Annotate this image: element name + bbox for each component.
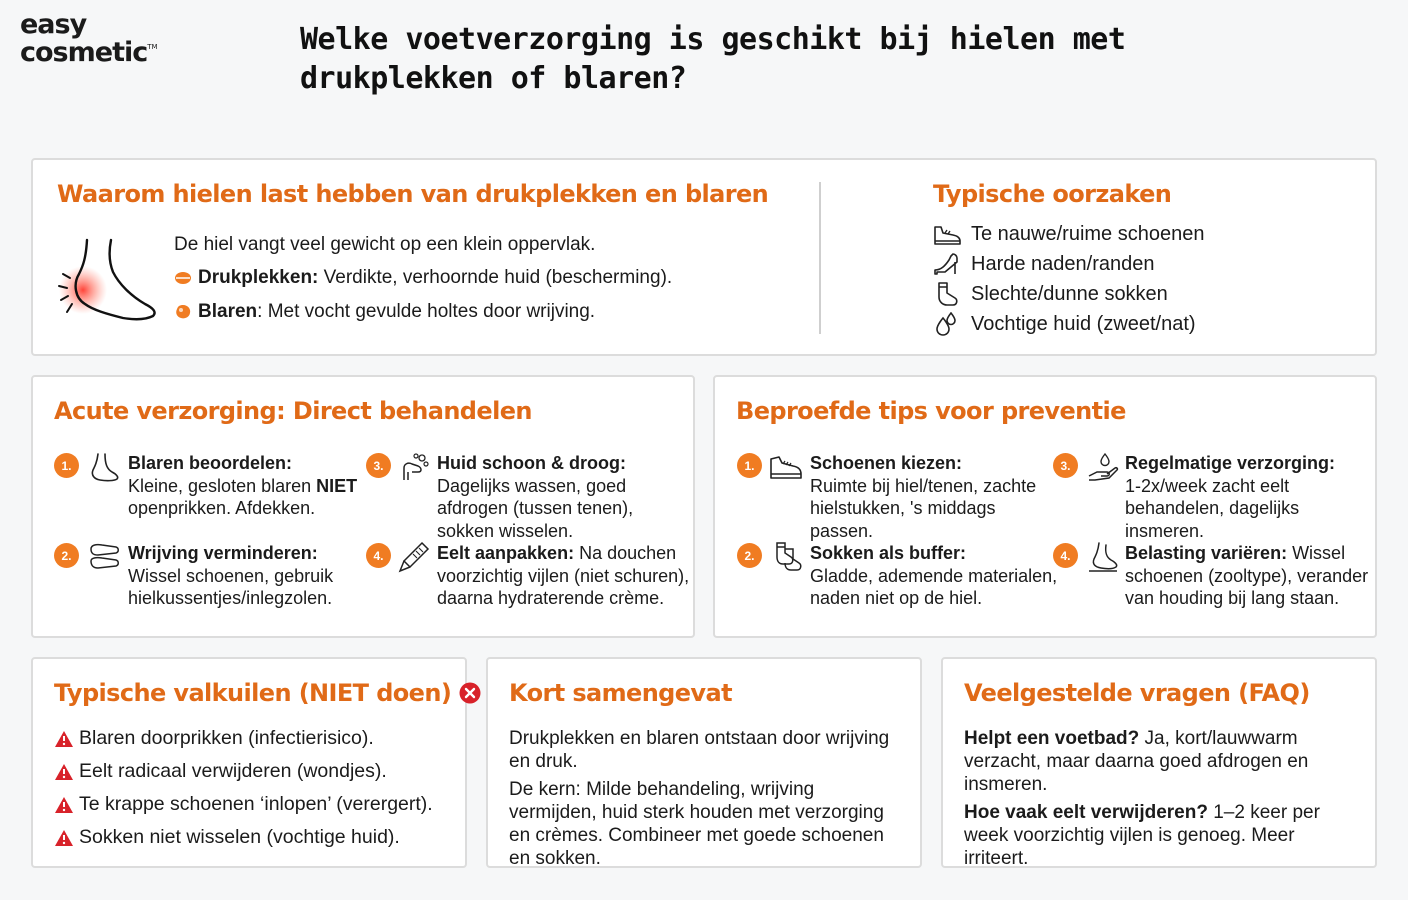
tip-body-emphasis: NIET — [316, 475, 358, 496]
droplets-icon — [933, 312, 961, 336]
warning-icon — [54, 763, 74, 781]
heel-shoe-icon — [933, 252, 961, 276]
faq-answer: Ja, kort/lauwwarm verzacht, maar daarna goed afdrogen en insmeren. — [964, 728, 1314, 795]
causes-list — [933, 220, 1333, 340]
warning-icon — [54, 829, 74, 847]
step-badge: 2. — [737, 543, 762, 568]
insole-icon — [88, 541, 120, 571]
tip-title: Wrijving verminderen: — [128, 543, 318, 563]
why-card — [31, 158, 1377, 356]
cause-item — [933, 220, 1204, 248]
logo-line-1: easy — [20, 9, 87, 40]
foot-pressure-icon — [1087, 541, 1119, 573]
why-item-blisters — [174, 300, 595, 323]
step-badge: 4. — [1053, 543, 1078, 568]
tip-text — [437, 452, 692, 542]
tip-title: Huid schoon & droog: — [437, 453, 626, 473]
why-intro: De hiel vangt veel gewicht op een klein oppervlak. — [174, 234, 596, 255]
acute-heading: Acute verzorging: Direct behandelen — [54, 397, 532, 425]
tip-text — [1125, 452, 1375, 542]
step-badge: 4. — [366, 543, 391, 568]
summary-heading: Kort samengevat — [509, 679, 732, 707]
cause-label: Vochtige huid (zweet/nat) — [971, 312, 1196, 335]
sneaker-icon — [769, 453, 803, 481]
pitfalls-card — [31, 657, 467, 868]
pitfalls-list — [54, 727, 433, 859]
why-item-label: Blaren — [198, 301, 258, 322]
pitfalls-heading: Typische valkuilen (NIET doen) — [54, 679, 452, 707]
warning-icon — [54, 730, 74, 748]
faq-heading: Veelgestelde vragen (FAQ) — [964, 679, 1310, 707]
cause-item — [933, 280, 1168, 308]
cause-label: Harde naden/randen — [971, 252, 1155, 275]
faq-question: Helpt een voetbad? — [964, 728, 1140, 749]
tip-body: Gladde, ademende materialen, naden niet op de hiel. — [810, 565, 1058, 608]
foot-icon — [88, 452, 120, 482]
step-badge: 1. — [54, 453, 79, 478]
faq-item — [964, 801, 1359, 870]
pitfall-item — [54, 793, 433, 816]
warning-icon — [54, 796, 74, 814]
tip-text — [437, 542, 695, 610]
tip-title: Sokken als buffer: — [810, 543, 967, 563]
pitfall-text: Blaren doorprikken (infectierisico). — [79, 727, 374, 749]
summary-paragraph-2: De kern: Milde behandeling, wrijving vermijden, huid sterk houden met verzorging en crèmes. Combineer met goede schoenen en sokken. — [509, 779, 884, 869]
tip-body: Kleine, gesloten blaren — [128, 475, 317, 496]
faq-card — [941, 657, 1377, 868]
tip-body: Ruimte bij hiel/tenen, zachte hielstukken, 's middags passen. — [810, 475, 1037, 541]
cause-label: Slechte/dunne sokken — [971, 282, 1168, 305]
tip-title: Eelt aanpakken: — [437, 543, 575, 563]
pressure-spot-icon — [174, 271, 192, 285]
step-badge: 2. — [54, 543, 79, 568]
tip-title: Belasting variëren: — [1125, 543, 1288, 563]
faq-question: Hoe vaak eelt verwijderen? — [964, 802, 1208, 823]
tip-title: Blaren beoordelen: — [128, 453, 293, 473]
pitfall-item — [54, 826, 433, 849]
foot-file-icon — [398, 541, 430, 573]
prevention-heading: Beproefde tips voor preventie — [736, 397, 1126, 425]
cause-label: Te nauwe/ruime schoenen — [971, 222, 1205, 245]
pitfall-text: Sokken niet wisselen (vochtige huid). — [79, 826, 400, 848]
socks-icon — [769, 541, 803, 573]
logo-trademark: TM — [147, 43, 158, 51]
step-badge: 1. — [737, 453, 762, 478]
tip-title: Regelmatige verzorging: — [1125, 453, 1336, 473]
blister-icon — [174, 304, 192, 320]
sock-icon — [933, 282, 961, 306]
washing-hands-icon — [398, 452, 430, 482]
tip-body: Na douchen voorzichtig vijlen (niet schuren), daarna hydraterende crème. — [437, 543, 695, 608]
tip-body: Wissel schoenen, gebruik hielkussentjes/inlegzolen. — [128, 565, 334, 608]
tip-body: Wissel schoenen (zooltype), verander van houding bij lang staan. — [1125, 543, 1374, 608]
pitfall-item — [54, 760, 433, 783]
tip-text — [810, 452, 1060, 542]
summary-card — [486, 657, 922, 868]
pitfall-text: Eelt radicaal verwijderen (wondjes). — [79, 760, 387, 782]
acute-care-card — [31, 375, 695, 638]
tip-text — [810, 542, 1060, 610]
logo-line-2: cosmetic — [20, 37, 148, 68]
heel-pain-icon — [53, 234, 163, 331]
cause-item — [933, 250, 1154, 278]
cross-circle-icon — [459, 682, 481, 704]
pitfall-text: Te krappe schoenen ‘inlopen’ (verergert). — [79, 793, 433, 815]
step-badge: 3. — [1053, 453, 1078, 478]
brand-logo — [20, 9, 158, 68]
tip-body: Dagelijks wassen, goed afdrogen (tussen tenen), sokken wisselen. — [437, 475, 634, 541]
why-item-text: Verdikte, verhoornde huid (bescherming). — [318, 267, 673, 288]
summary-paragraph-1: Drukplekken en blaren ontstaan door wrijving en druk. — [509, 728, 890, 772]
cause-item — [933, 310, 1196, 338]
tip-body: 1-2x/week zacht eelt behandelen, dagelijks insmeren. — [1125, 475, 1300, 541]
card-divider — [819, 182, 821, 334]
why-heading: Waarom hielen last hebben van drukplekken en blaren — [57, 180, 769, 208]
faq-item — [964, 727, 1359, 796]
tip-text — [128, 542, 368, 610]
why-item-pressure — [174, 266, 672, 289]
tip-title: Schoenen kiezen: — [810, 453, 963, 473]
why-item-label: Drukplekken: — [198, 267, 319, 288]
faq-answer: 1–2 keer per week voorzichtig vijlen is genoeg. Meer irriteert. — [964, 802, 1326, 869]
tip-body: openprikken. Afdekken. — [128, 498, 316, 518]
shoe-icon — [933, 223, 961, 245]
page-title: Welke voetverzorging is geschikt bij hielen met drukplekken of blaren? — [300, 22, 1126, 96]
tip-text — [1125, 542, 1375, 610]
causes-heading: Typische oorzaken — [933, 180, 1172, 208]
pitfall-item — [54, 727, 433, 750]
cream-hand-icon — [1087, 452, 1119, 482]
step-badge: 3. — [366, 453, 391, 478]
why-item-text: : Met vocht gevulde holtes door wrijving. — [257, 301, 596, 322]
prevention-card — [713, 375, 1377, 638]
tip-text — [128, 452, 368, 520]
